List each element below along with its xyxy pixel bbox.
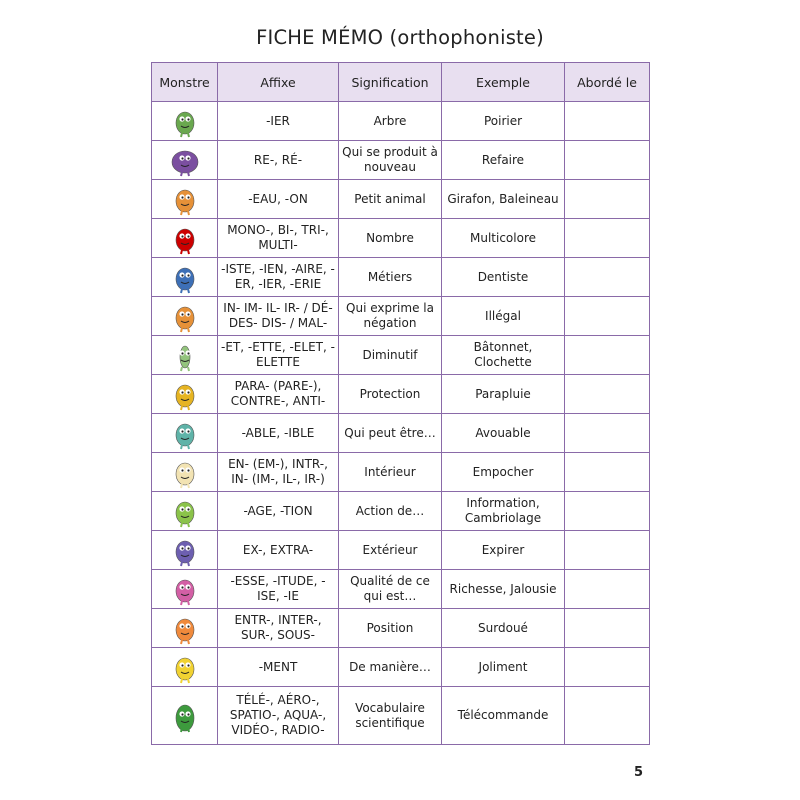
affix-cell: -ISTE, -IEN, -AIRE, -ER, -IER, -ERIE [218,258,339,297]
example-cell: Joliment [442,648,565,687]
monster-cell [152,219,218,258]
meaning-cell: Qui peut être… [339,414,442,453]
date-cell [565,492,650,531]
monster-cell [152,687,218,745]
affix-cell: -ESSE, -ITUDE, -ISE, -IE [218,570,339,609]
page-title: FICHE MÉMO (orthophoniste) [256,26,544,49]
table-row [152,570,650,609]
monster-cell [152,336,218,375]
header-monstre: Monstre [152,63,218,102]
table-row [152,180,650,219]
monster-cell [152,375,218,414]
mother-child-monster-icon [170,182,200,216]
tiny-green-monster-icon [170,338,200,372]
meaning-cell: Extérieur [339,531,442,570]
meaning-cell: Vocabulaire scientifique [339,687,442,745]
example-cell: Expirer [442,531,565,570]
monster-cell [152,141,218,180]
affix-cell: -IER [218,102,339,141]
orange-no-monster-icon [170,299,200,333]
affix-cell: -MENT [218,648,339,687]
example-cell: Information, Cambriolage [442,492,565,531]
date-cell [565,453,650,492]
header-aborde-le: Abordé le [565,63,650,102]
monster-cell [152,414,218,453]
monster-cell [152,453,218,492]
meaning-cell: Action de… [339,492,442,531]
table-row [152,141,650,180]
affix-cell: -ABLE, -IBLE [218,414,339,453]
table-row [152,102,650,141]
table-row [152,609,650,648]
monster-cell [152,570,218,609]
pink-fluffy-monster-icon [170,572,200,606]
meaning-cell: Qui se produit à nouveau [339,141,442,180]
purple-twin-monster-icon [170,143,200,177]
example-cell: Dentiste [442,258,565,297]
box-peek-monster-icon [170,533,200,567]
table-row [152,336,650,375]
table-row [152,414,650,453]
example-cell: Poirier [442,102,565,141]
example-cell: Télécommande [442,687,565,745]
meaning-cell: Arbre [339,102,442,141]
monster-cell [152,531,218,570]
date-cell [565,219,650,258]
orange-waving-monster-icon [170,611,200,645]
meaning-cell: De manière… [339,648,442,687]
affix-cell: -EAU, -ON [218,180,339,219]
table-row [152,375,650,414]
affix-cell: EX-, EXTRA- [218,531,339,570]
header-affixe: Affixe [218,63,339,102]
date-cell [565,258,650,297]
meaning-cell: Petit animal [339,180,442,219]
affix-cell: RE-, RÉ- [218,141,339,180]
date-cell [565,648,650,687]
memo-table [151,62,650,745]
shield-monster-icon [170,377,200,411]
date-cell [565,180,650,219]
meaning-cell: Qualité de ce qui est… [339,570,442,609]
affix-cell: IN- IM- IL- IR- / DÉ- DES- DIS- / MAL- [218,297,339,336]
header-signification: Signification [339,63,442,102]
monster-cell [152,648,218,687]
date-cell [565,570,650,609]
affix-cell: EN- (EM-), INTR-, IN- (IM-, IL-, IR-) [218,453,339,492]
box-monster-icon [170,455,200,489]
affix-cell: -ET, -ETTE, -ELET, -ELETTE [218,336,339,375]
monster-cell [152,492,218,531]
table-row [152,453,650,492]
date-cell [565,414,650,453]
meaning-cell: Nombre [339,219,442,258]
date-cell [565,687,650,745]
table-row [152,531,650,570]
table-row [152,492,650,531]
example-cell: Empocher [442,453,565,492]
green-antenna-monster-icon [170,699,200,733]
example-cell: Bâtonnet, Clochette [442,336,565,375]
meaning-cell: Diminutif [339,336,442,375]
table-row [152,219,650,258]
affix-cell: TÉLÉ-, AÉRO-, SPATIO-, AQUA-, VIDÉO-, RADIO- [218,687,339,745]
affix-cell: ENTR-, INTER-, SUR-, SOUS- [218,609,339,648]
blue-worker-monster-icon [170,260,200,294]
example-cell: Richesse, Jalousie [442,570,565,609]
example-cell: Parapluie [442,375,565,414]
page-number: 5 [634,765,644,780]
date-cell [565,297,650,336]
meaning-cell: Protection [339,375,442,414]
affix-cell: MONO-, BI-, TRI-, MULTI- [218,219,339,258]
table-row [152,687,650,745]
header-exemple: Exemple [442,63,565,102]
table-header-row [152,63,650,102]
meaning-cell: Position [339,609,442,648]
date-cell [565,141,650,180]
date-cell [565,375,650,414]
date-cell [565,531,650,570]
monster-cell [152,180,218,219]
table-row [152,297,650,336]
monster-cell [152,258,218,297]
example-cell: Girafon, Baleineau [442,180,565,219]
yellow-slim-monster-icon [170,650,200,684]
table-row [152,648,650,687]
green-action-monster-icon [170,494,200,528]
monster-cell [152,609,218,648]
monster-cell [152,102,218,141]
monster-cell [152,297,218,336]
date-cell [565,102,650,141]
affix-cell: -AGE, -TION [218,492,339,531]
example-cell: Illégal [442,297,565,336]
example-cell: Surdoué [442,609,565,648]
example-cell: Multicolore [442,219,565,258]
date-cell [565,336,650,375]
meaning-cell: Intérieur [339,453,442,492]
red-spiky-monster-icon [170,221,200,255]
example-cell: Avouable [442,414,565,453]
affix-cell: PARA- (PARE-), CONTRE-, ANTI- [218,375,339,414]
teal-blob-monster-icon [170,416,200,450]
date-cell [565,609,650,648]
meaning-cell: Qui exprime la négation [339,297,442,336]
meaning-cell: Métiers [339,258,442,297]
table-row [152,258,650,297]
example-cell: Refaire [442,141,565,180]
tree-monster-icon [170,104,200,138]
